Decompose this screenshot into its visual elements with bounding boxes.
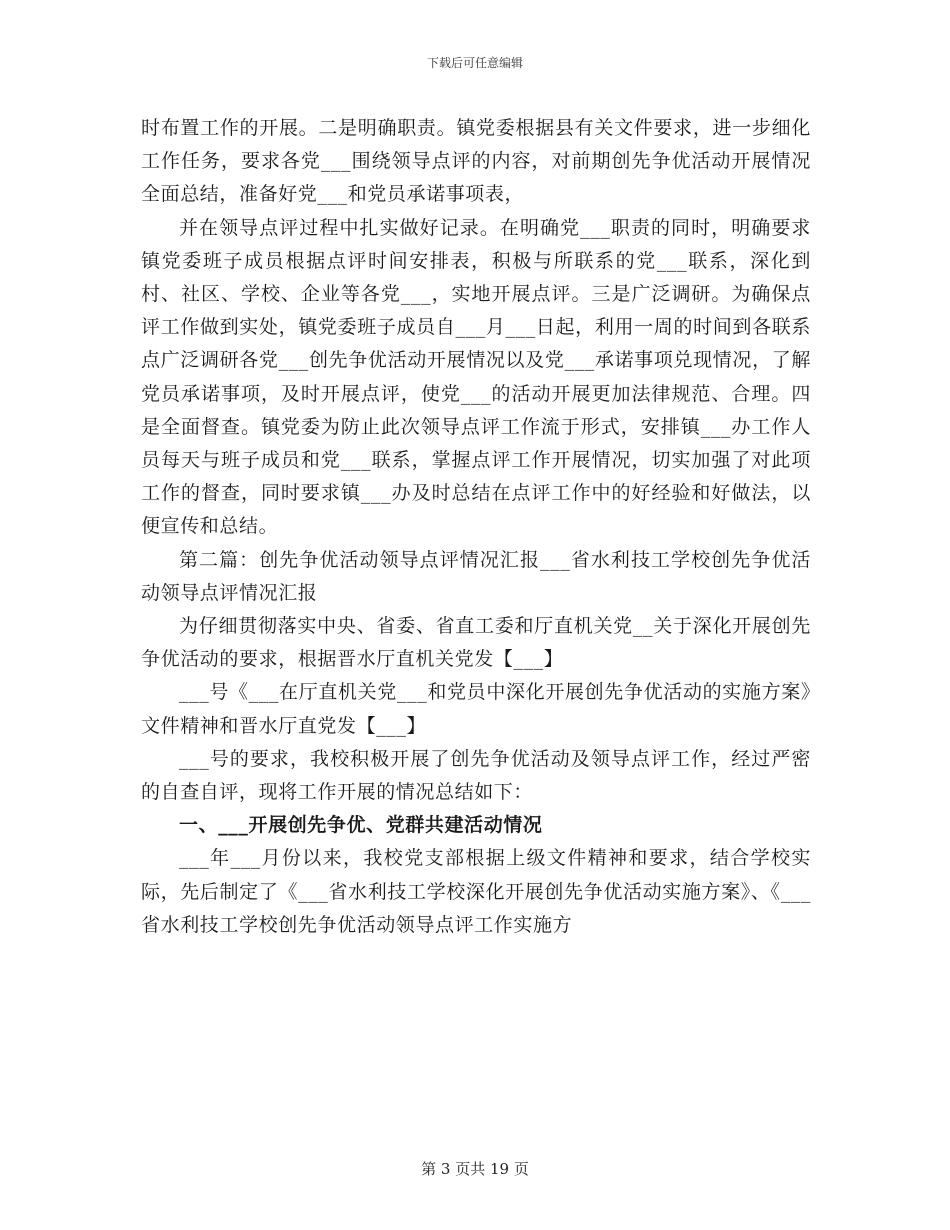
paragraph-6: ___号的要求，我校积极开展了创先争优活动及领导点评工作，经过严密的自查自评，现将工作开展的情况总结如下： [141, 747, 811, 804]
paragraph-2: 并在领导点评过程中扎实做好记录。在明确党___职责的同时，明确要求镇党委班子成员根据点评时间安排表，积极与所联系的党___联系，深化到村、社区、学校、企业等各党___，实地开展点评。三是广泛调研。为确保点评工作做到实处，镇党委班子成员自___月___日起，利用一周的时间到各联系点广泛调研各党___创先争优活动开展情况以及党___承诺事项兑现情况，了解党员承诺事项，及时开展点评，使党___的活动开展更加法律规范、合理。四是全面督查。镇党委为防止此次领导点评工作流于形式，安排镇___办工作人员每天与班子成员和党___联系，掌握点评工作开展情况，切实加强了对此项工作的督查，同时要求镇___办及时总结在点评工作中的好经验和好做法，以便宣传和总结。 [141, 216, 811, 538]
paragraph-1: 时布置工作的开展。二是明确职责。镇党委根据县有关文件要求，进一步细化工作任务，要求各党___围绕领导点评的内容，对前期创先争优活动开展情况全面总结，准备好党___和党员承诺事项表， [141, 117, 811, 206]
paragraph-4: 为仔细贯彻落实中央、省委、省直工委和厅直机关党__关于深化开展创先争优活动的要求，根据晋水厅直机关党发【___】 [141, 615, 811, 671]
page-number-footer: 第 3 页共 19 页 [421, 1160, 529, 1178]
paragraph-5: ___号《___在厅直机关党___和党员中深化开展创先争优活动的实施方案》文件精神和晋水厅直党发【___】 [141, 681, 811, 737]
section-heading-1: 一、___开展创先争优、党群共建活动情况 [179, 814, 543, 837]
document-body [141, 112, 811, 942]
paragraph-8: ___年___月份以来，我校党支部根据上级文件精神和要求，结合学校实际，先后制定了《___省水利技工学校深化开展创先争优活动实施方案》、《___省水利技工学校创先争优活动领导点评工作实施方 [141, 847, 811, 936]
header-note: 下载后可任意编辑 [426, 56, 523, 70]
paragraph-3-chapter-title: 第二篇：创先争优活动领导点评情况汇报___省水利技工学校创先争优活动领导点评情况汇报 [141, 548, 811, 604]
